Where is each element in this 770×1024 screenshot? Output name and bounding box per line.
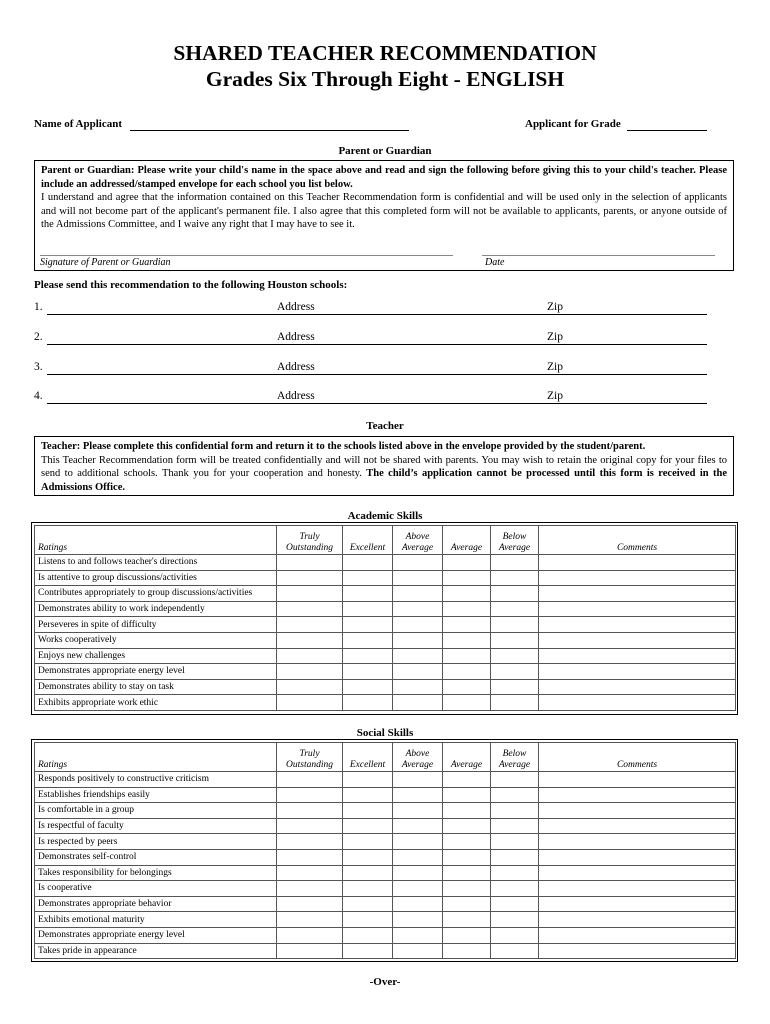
above-average-cell[interactable] (393, 834, 443, 850)
teacher-section-heading: Teacher (366, 420, 404, 432)
header-label-line: Truly (299, 749, 320, 759)
header-label-line: Average (401, 543, 434, 553)
comments-cell[interactable] (539, 601, 736, 617)
skill-label: Perseveres in spite of difficulty (35, 617, 277, 633)
below-average-cell[interactable] (491, 865, 539, 881)
teacher-section-box (34, 436, 734, 496)
school-zip-field[interactable] (547, 374, 707, 375)
excellent-cell[interactable] (343, 632, 393, 648)
truly-outstanding-cell[interactable] (277, 695, 343, 711)
comments-cell[interactable] (539, 943, 736, 959)
above-average-cell[interactable] (393, 943, 443, 959)
excellent-cell[interactable] (343, 586, 393, 602)
average-cell[interactable] (443, 695, 491, 711)
average-cell[interactable] (443, 632, 491, 648)
below-average-cell[interactable] (491, 896, 539, 912)
skill-label: Exhibits emotional maturity (35, 912, 277, 928)
average-cell[interactable] (443, 834, 491, 850)
applicant-grade-field[interactable] (627, 130, 707, 131)
school-address-label: Address (277, 301, 315, 313)
table-row (35, 803, 736, 819)
school-row (34, 390, 714, 406)
truly-outstanding-cell[interactable] (277, 679, 343, 695)
skill-label: Demonstrates appropriate energy level (35, 927, 277, 943)
skill-label: Enjoys new challenges (35, 648, 277, 664)
truly-outstanding-cell[interactable] (277, 912, 343, 928)
below-average-cell[interactable] (491, 570, 539, 586)
above-average-cell[interactable] (393, 632, 443, 648)
truly-outstanding-cell[interactable] (277, 896, 343, 912)
school-name-field[interactable] (47, 344, 300, 345)
average-cell[interactable] (443, 617, 491, 633)
excellent-cell[interactable] (343, 803, 393, 819)
footer-over: -Over- (369, 976, 401, 988)
below-average-cell[interactable] (491, 648, 539, 664)
academic-heading: Academic Skills (347, 510, 423, 522)
table-row (35, 834, 736, 850)
school-address-field[interactable] (277, 314, 547, 315)
excellent-cell[interactable] (343, 865, 393, 881)
header-label-line: Truly (299, 532, 320, 542)
excellent-cell[interactable] (343, 818, 393, 834)
skill-label: Demonstrates self-control (35, 849, 277, 865)
parent-instruction: Parent or Guardian: Please write your child's name in the space above and read and sign the following before giving this to your child's teacher. Please include an addressed/stamped envelope for each school you list below. (41, 165, 727, 190)
below-average-cell[interactable] (491, 617, 539, 633)
table-row (35, 818, 736, 834)
header-ratings: Ratings (35, 526, 277, 555)
school-zip-label: Zip (547, 361, 563, 373)
applicant-name-field[interactable] (130, 130, 409, 131)
above-average-cell[interactable] (393, 849, 443, 865)
school-row (34, 331, 714, 347)
form-title: SHARED TEACHER RECOMMENDATION (173, 41, 597, 65)
skill-label: Demonstrates ability to work independently (35, 601, 277, 617)
below-average-cell[interactable] (491, 679, 539, 695)
below-average-cell[interactable] (491, 695, 539, 711)
truly-outstanding-cell[interactable] (277, 664, 343, 680)
skill-label: Demonstrates appropriate behavior (35, 896, 277, 912)
table-row (35, 927, 736, 943)
header-label-line: Outstanding (286, 760, 333, 770)
above-average-cell[interactable] (393, 617, 443, 633)
parent-date-field[interactable] (482, 255, 715, 256)
header-average: Average (443, 526, 491, 555)
school-zip-label: Zip (547, 331, 563, 343)
average-cell[interactable] (443, 818, 491, 834)
table-row (35, 679, 736, 695)
average-cell[interactable] (443, 927, 491, 943)
skill-label: Exhibits appropriate work ethic (35, 695, 277, 711)
comments-cell[interactable] (539, 865, 736, 881)
truly-outstanding-cell[interactable] (277, 881, 343, 897)
excellent-cell[interactable] (343, 772, 393, 788)
truly-outstanding-cell[interactable] (277, 648, 343, 664)
table-row (35, 617, 736, 633)
school-zip-label: Zip (547, 301, 563, 313)
average-cell[interactable] (443, 849, 491, 865)
excellent-cell[interactable] (343, 601, 393, 617)
table-row (35, 787, 736, 803)
teacher-body (41, 454, 727, 495)
table-row (35, 943, 736, 959)
below-average-cell[interactable] (491, 912, 539, 928)
applicant-grade-label: Applicant for Grade (525, 118, 621, 130)
header-comments: Comments (539, 526, 736, 555)
table-row (35, 648, 736, 664)
comments-cell[interactable] (539, 772, 736, 788)
skill-label: Is cooperative (35, 881, 277, 897)
table-row (35, 912, 736, 928)
table-row (35, 865, 736, 881)
school-address-field[interactable] (277, 403, 547, 404)
header-truly-outstanding (277, 526, 343, 555)
table-row (35, 601, 736, 617)
school-address-field[interactable] (277, 374, 547, 375)
comments-cell[interactable] (539, 586, 736, 602)
teacher-instruction: Teacher: Please complete this confidential form and return it to the schools listed above in the envelope provided by the student/parent. (41, 441, 646, 452)
comments-cell[interactable] (539, 648, 736, 664)
skill-label: Takes pride in appearance (35, 943, 277, 959)
school-zip-field[interactable] (547, 403, 707, 404)
social-skills-table (34, 742, 736, 959)
excellent-cell[interactable] (343, 912, 393, 928)
excellent-cell[interactable] (343, 648, 393, 664)
below-average-cell[interactable] (491, 664, 539, 680)
skill-label: Is attentive to group discussions/activities (35, 570, 277, 586)
skill-label: Is respected by peers (35, 834, 277, 850)
comments-cell[interactable] (539, 570, 736, 586)
above-average-cell[interactable] (393, 803, 443, 819)
school-row (34, 361, 714, 377)
table-row (35, 555, 736, 571)
average-cell[interactable] (443, 679, 491, 695)
table-row (35, 881, 736, 897)
truly-outstanding-cell[interactable] (277, 787, 343, 803)
below-average-cell[interactable] (491, 818, 539, 834)
truly-outstanding-cell[interactable] (277, 601, 343, 617)
skill-label: Establishes friendships easily (35, 787, 277, 803)
average-cell[interactable] (443, 570, 491, 586)
truly-outstanding-cell[interactable] (277, 555, 343, 571)
average-cell[interactable] (443, 787, 491, 803)
table-row (35, 849, 736, 865)
parent-section-heading: Parent or Guardian (338, 145, 432, 157)
average-cell[interactable] (443, 586, 491, 602)
excellent-cell[interactable] (343, 927, 393, 943)
above-average-cell[interactable] (393, 570, 443, 586)
above-average-cell[interactable] (393, 679, 443, 695)
truly-outstanding-cell[interactable] (277, 943, 343, 959)
truly-outstanding-cell[interactable] (277, 818, 343, 834)
comments-cell[interactable] (539, 834, 736, 850)
school-number: 4. (34, 390, 43, 402)
truly-outstanding-cell[interactable] (277, 632, 343, 648)
average-cell[interactable] (443, 664, 491, 680)
header-below-average (491, 743, 539, 772)
above-average-cell[interactable] (393, 772, 443, 788)
skill-label: Contributes appropriately to group discussions/activities (35, 586, 277, 602)
header-label-line: Above (405, 749, 430, 759)
skill-label: Responds positively to constructive criticism (35, 772, 277, 788)
table-header-row (35, 743, 736, 772)
school-address-field[interactable] (277, 344, 547, 345)
school-address-label: Address (277, 390, 315, 402)
excellent-cell[interactable] (343, 695, 393, 711)
truly-outstanding-cell[interactable] (277, 617, 343, 633)
header-ratings: Ratings (35, 743, 277, 772)
skill-label: Demonstrates ability to stay on task (35, 679, 277, 695)
skill-label: Is respectful of faculty (35, 818, 277, 834)
header-truly-outstanding (277, 743, 343, 772)
average-cell[interactable] (443, 555, 491, 571)
skill-label: Takes responsibility for belongings (35, 865, 277, 881)
comments-cell[interactable] (539, 632, 736, 648)
applicant-name-label: Name of Applicant (34, 118, 122, 130)
excellent-cell[interactable] (343, 896, 393, 912)
social-heading: Social Skills (356, 727, 414, 739)
truly-outstanding-cell[interactable] (277, 849, 343, 865)
comments-cell[interactable] (539, 896, 736, 912)
below-average-cell[interactable] (491, 772, 539, 788)
above-average-cell[interactable] (393, 881, 443, 897)
schools-heading: Please send this recommendation to the following Houston schools: (34, 279, 348, 291)
average-cell[interactable] (443, 772, 491, 788)
header-label-line: Below (502, 749, 527, 759)
table-row (35, 586, 736, 602)
comments-cell[interactable] (539, 555, 736, 571)
comments-cell[interactable] (539, 818, 736, 834)
comments-cell[interactable] (539, 803, 736, 819)
header-label-line: Average (498, 760, 531, 770)
comments-cell[interactable] (539, 695, 736, 711)
comments-cell[interactable] (539, 617, 736, 633)
truly-outstanding-cell[interactable] (277, 865, 343, 881)
table-row (35, 632, 736, 648)
excellent-cell[interactable] (343, 787, 393, 803)
above-average-cell[interactable] (393, 787, 443, 803)
header-above-average (393, 743, 443, 772)
comments-cell[interactable] (539, 881, 736, 897)
parent-signature-field[interactable] (40, 255, 453, 256)
teacher-body-warning: The child’s application cannot be processed until this form is received in the Admissions Office. (41, 468, 727, 493)
skill-label: Is comfortable in a group (35, 803, 277, 819)
excellent-cell[interactable] (343, 617, 393, 633)
table-row (35, 695, 736, 711)
table-row (35, 570, 736, 586)
truly-outstanding-cell[interactable] (277, 834, 343, 850)
comments-cell[interactable] (539, 849, 736, 865)
table-row (35, 896, 736, 912)
below-average-cell[interactable] (491, 803, 539, 819)
comments-cell[interactable] (539, 912, 736, 928)
school-name-field[interactable] (47, 403, 300, 404)
average-cell[interactable] (443, 803, 491, 819)
comments-cell[interactable] (539, 664, 736, 680)
comments-cell[interactable] (539, 679, 736, 695)
average-cell[interactable] (443, 943, 491, 959)
below-average-cell[interactable] (491, 881, 539, 897)
excellent-cell[interactable] (343, 849, 393, 865)
header-comments: Comments (539, 743, 736, 772)
excellent-cell[interactable] (343, 881, 393, 897)
above-average-cell[interactable] (393, 865, 443, 881)
above-average-cell[interactable] (393, 586, 443, 602)
school-number: 1. (34, 301, 43, 313)
school-zip-label: Zip (547, 390, 563, 402)
comments-cell[interactable] (539, 787, 736, 803)
average-cell[interactable] (443, 881, 491, 897)
form-subtitle: Grades Six Through Eight - ENGLISH (205, 67, 565, 91)
header-label-line: Average (401, 760, 434, 770)
above-average-cell[interactable] (393, 648, 443, 664)
truly-outstanding-cell[interactable] (277, 803, 343, 819)
header-label-line: Average (498, 543, 531, 553)
excellent-cell[interactable] (343, 943, 393, 959)
school-name-field[interactable] (47, 314, 300, 315)
teacher-body-text: This Teacher Recommendation form will be treated confidentially and will not be shared with parents. You may wish to retain the original copy for your files to send to additional schools. Thank you for your cooperation and honesty. (41, 454, 727, 479)
excellent-cell[interactable] (343, 555, 393, 571)
academic-skills-table (34, 525, 736, 711)
header-label-line: Below (502, 532, 527, 542)
header-excellent: Excellent (343, 743, 393, 772)
below-average-cell[interactable] (491, 601, 539, 617)
average-cell[interactable] (443, 896, 491, 912)
truly-outstanding-cell[interactable] (277, 772, 343, 788)
school-name-field[interactable] (47, 374, 300, 375)
school-number: 3. (34, 361, 43, 373)
below-average-cell[interactable] (491, 555, 539, 571)
header-above-average (393, 526, 443, 555)
below-average-cell[interactable] (491, 787, 539, 803)
average-cell[interactable] (443, 601, 491, 617)
school-address-label: Address (277, 331, 315, 343)
header-label-line: Outstanding (286, 543, 333, 553)
excellent-cell[interactable] (343, 570, 393, 586)
truly-outstanding-cell[interactable] (277, 586, 343, 602)
table-row (35, 664, 736, 680)
excellent-cell[interactable] (343, 834, 393, 850)
skill-label: Works cooperatively (35, 632, 277, 648)
truly-outstanding-cell[interactable] (277, 927, 343, 943)
below-average-cell[interactable] (491, 849, 539, 865)
header-label-line: Above (405, 532, 430, 542)
header-excellent: Excellent (343, 526, 393, 555)
above-average-cell[interactable] (393, 555, 443, 571)
school-address-label: Address (277, 361, 315, 373)
above-average-cell[interactable] (393, 912, 443, 928)
skill-label: Demonstrates appropriate energy level (35, 664, 277, 680)
school-zip-field[interactable] (547, 314, 707, 315)
average-cell[interactable] (443, 648, 491, 664)
excellent-cell[interactable] (343, 679, 393, 695)
above-average-cell[interactable] (393, 695, 443, 711)
above-average-cell[interactable] (393, 927, 443, 943)
excellent-cell[interactable] (343, 664, 393, 680)
truly-outstanding-cell[interactable] (277, 570, 343, 586)
header-average: Average (443, 743, 491, 772)
above-average-cell[interactable] (393, 818, 443, 834)
below-average-cell[interactable] (491, 927, 539, 943)
comments-cell[interactable] (539, 927, 736, 943)
parent-date-label: Date (485, 257, 505, 268)
below-average-cell[interactable] (491, 632, 539, 648)
average-cell[interactable] (443, 912, 491, 928)
header-below-average (491, 526, 539, 555)
below-average-cell[interactable] (491, 834, 539, 850)
table-header-row (35, 526, 736, 555)
parent-signature-label: Signature of Parent or Guardian (40, 257, 171, 268)
above-average-cell[interactable] (393, 601, 443, 617)
average-cell[interactable] (443, 865, 491, 881)
school-number: 2. (34, 331, 43, 343)
above-average-cell[interactable] (393, 664, 443, 680)
school-zip-field[interactable] (547, 344, 707, 345)
below-average-cell[interactable] (491, 586, 539, 602)
table-row (35, 772, 736, 788)
above-average-cell[interactable] (393, 896, 443, 912)
skill-label: Listens to and follows teacher's directions (35, 555, 277, 571)
school-row (34, 301, 714, 317)
below-average-cell[interactable] (491, 943, 539, 959)
parent-agreement: I understand and agree that the information contained on this Teacher Recommendation form is confidential and will be used only in the selection of applicants and will not become part of the applicant's permanent file. I also agree that this completed form will not be available to applicants, parents, or anyone outside of the Admissions Committee, and I waive any right that I may have to see it. (41, 192, 727, 230)
